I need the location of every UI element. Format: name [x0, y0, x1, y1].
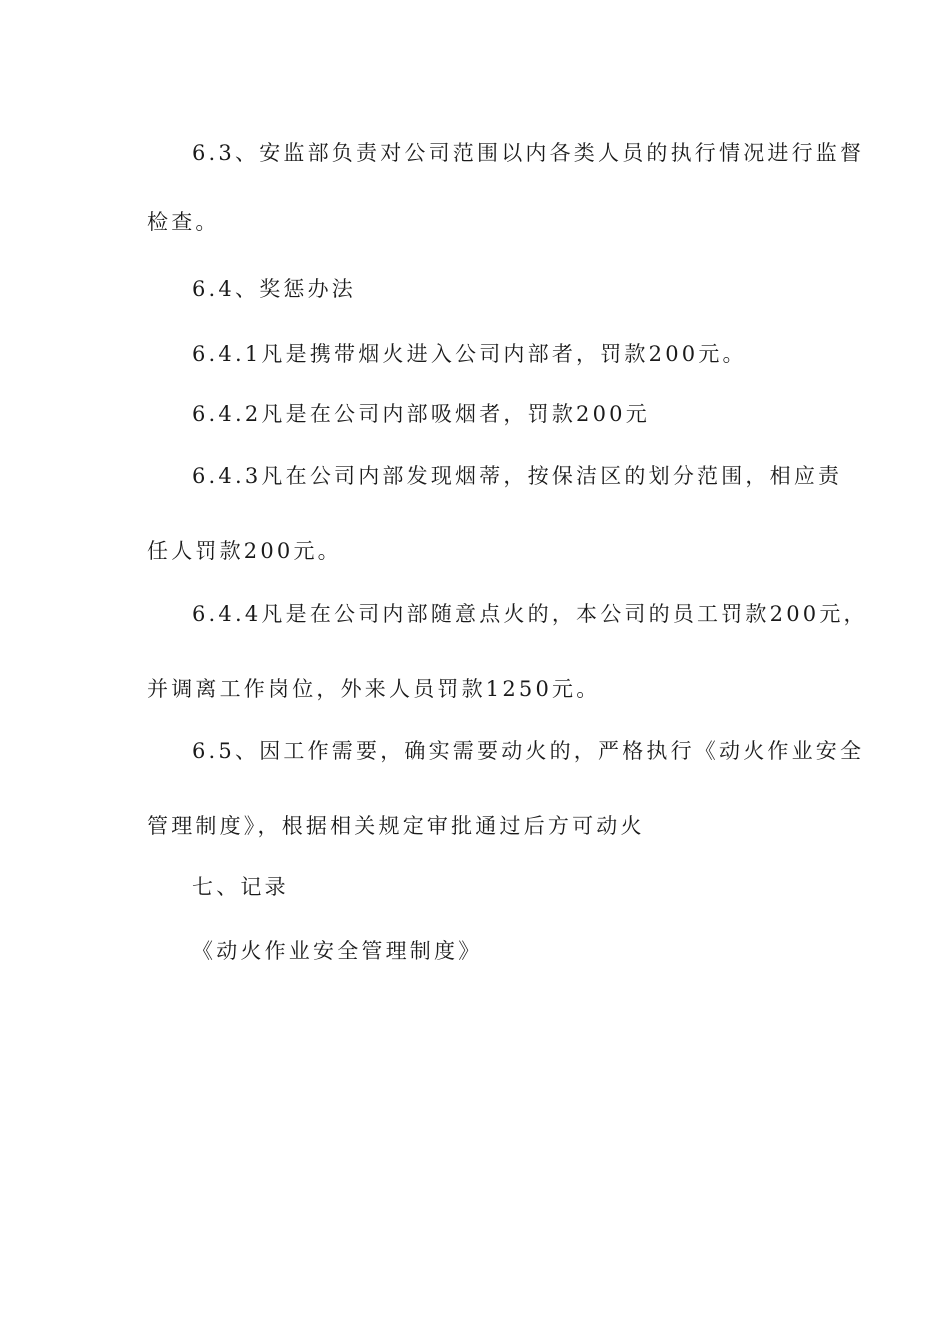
paragraph-6-5-line-1: 6.5、因工作需要，确实需要动火的，严格执行《动火作业安全: [192, 739, 865, 763]
section-7-record-item: 《动火作业安全管理制度》: [192, 939, 483, 963]
paragraph-6-4-heading: 6.4、奖惩办法: [192, 277, 356, 301]
paragraph-6-4-1: 6.4.1凡是携带烟火进入公司内部者，罚款200元。: [192, 342, 747, 366]
section-7-heading: 七、记录: [192, 875, 289, 899]
paragraph-6-4-3-line-2: 任人罚款200元。: [147, 539, 342, 563]
paragraph-6-3-line-1: 6.3、安监部负责对公司范围以内各类人员的执行情况进行监督: [192, 141, 865, 165]
paragraph-6-4-2: 6.4.2凡是在公司内部吸烟者，罚款200元: [192, 402, 650, 426]
paragraph-6-4-4-line-1: 6.4.4凡是在公司内部随意点火的，本公司的员工罚款200元，: [192, 602, 868, 626]
paragraph-6-4-4-line-2: 并调离工作岗位，外来人员罚款1250元。: [147, 677, 601, 701]
paragraph-6-5-line-2: 管理制度》，根据相关规定审批通过后方可动火: [147, 814, 645, 838]
paragraph-6-4-3-line-1: 6.4.3凡在公司内部发现烟蒂，按保洁区的划分范围，相应责: [192, 464, 843, 488]
paragraph-6-3-line-2: 检查。: [147, 210, 220, 234]
